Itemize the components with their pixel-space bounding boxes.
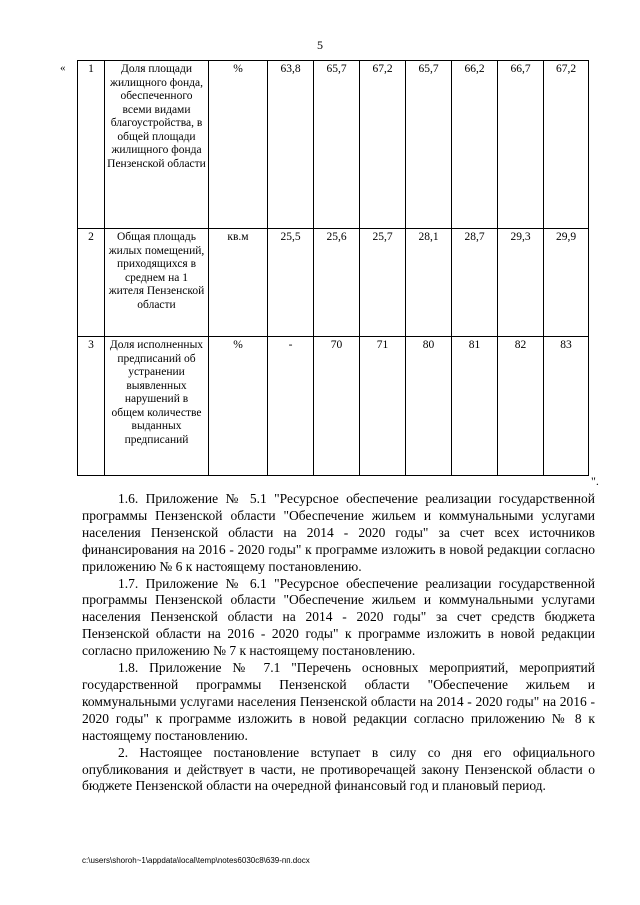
value-cell: 25,7 bbox=[360, 229, 406, 337]
row-number: 1 bbox=[78, 61, 105, 229]
unit-cell: % bbox=[209, 61, 268, 229]
indicator-name: Доля площади жилищного фонда, обеспеченного всеми видами благоустройства, в общей площади жилищного фонда Пензенской области bbox=[105, 61, 209, 229]
value-cell: - bbox=[268, 337, 314, 476]
paragraph-1-8: 1.8. Приложение № 7.1 "Перечень основных мероприятий, мероприятий государственной программы Пензенской области "Обеспечение жильем и коммунальными услугами населения Пензенской области на 2014 - 2020 годы" на 2016 - 2020 годы" к программе изложить в новой редакции согласно приложению № 8 к настоящему постановлению. bbox=[82, 660, 595, 743]
value-cell: 67,2 bbox=[360, 61, 406, 229]
indicator-name: Общая площадь жилых помещений, приходящихся в среднем на 1 жителя Пензенской области bbox=[105, 229, 209, 337]
value-cell: 71 bbox=[360, 337, 406, 476]
table-row bbox=[78, 229, 589, 337]
unit-cell: кв.м bbox=[209, 229, 268, 337]
value-cell: 81 bbox=[452, 337, 498, 476]
value-cell: 65,7 bbox=[314, 61, 360, 229]
value-cell: 29,9 bbox=[544, 229, 589, 337]
value-cell: 25,5 bbox=[268, 229, 314, 337]
footer-file-path: c:\users\shoroh~1\appdata\local\temp\notes6030c8\639-пп.docx bbox=[82, 856, 310, 865]
indicators-table bbox=[77, 60, 589, 476]
row-number: 2 bbox=[78, 229, 105, 337]
indicator-name: Доля исполненных предписаний об устранении выявленных нарушений в общем количестве выданных предписаний bbox=[105, 337, 209, 476]
value-cell: 82 bbox=[498, 337, 544, 476]
close-quote-mark: ". bbox=[591, 474, 599, 488]
row-number: 3 bbox=[78, 337, 105, 476]
value-cell: 80 bbox=[406, 337, 452, 476]
value-cell: 63,8 bbox=[268, 61, 314, 229]
paragraph-1-6: 1.6. Приложение № 5.1 "Ресурсное обеспечение реализации государственной программы Пензенской области "Обеспечение жильем и коммунальными услугами населения Пензенской области на 2014 - 2020 годы" за счет всех источников финансирования на 2016 - 2020 годы" к программе изложить в новой редакции согласно приложению № 6 к настоящему постановлению. bbox=[82, 491, 595, 574]
value-cell: 66,7 bbox=[498, 61, 544, 229]
value-cell: 29,3 bbox=[498, 229, 544, 337]
value-cell: 25,6 bbox=[314, 229, 360, 337]
value-cell: 28,1 bbox=[406, 229, 452, 337]
document-body bbox=[82, 491, 595, 795]
value-cell: 66,2 bbox=[452, 61, 498, 229]
value-cell: 83 bbox=[544, 337, 589, 476]
value-cell: 70 bbox=[314, 337, 360, 476]
open-quote-mark: « bbox=[60, 62, 66, 74]
paragraph-2: 2. Настоящее постановление вступает в силу со дня его официального опубликования и действует в части, не противоречащей закону Пензенской области о бюджете Пензенской области на очередной финансовый год и плановый период. bbox=[82, 744, 595, 794]
paragraph-1-7: 1.7. Приложение № 6.1 "Ресурсное обеспечение реализации государственной программы Пензенской области "Обеспечение жильем и коммунальными услугами населения Пензенской области на 2014 - 2020 годы" за счет средств бюджета Пензенской области на 2016 - 2020 годы" к программе изложить в новой редакции согласно приложению № 7 к настоящему постановлению. bbox=[82, 575, 595, 659]
value-cell: 65,7 bbox=[406, 61, 452, 229]
unit-cell: % bbox=[209, 337, 268, 476]
page-number: 5 bbox=[317, 38, 323, 52]
value-cell: 28,7 bbox=[452, 229, 498, 337]
table-row bbox=[78, 61, 589, 229]
value-cell: 67,2 bbox=[544, 61, 589, 229]
table-row bbox=[78, 337, 589, 476]
